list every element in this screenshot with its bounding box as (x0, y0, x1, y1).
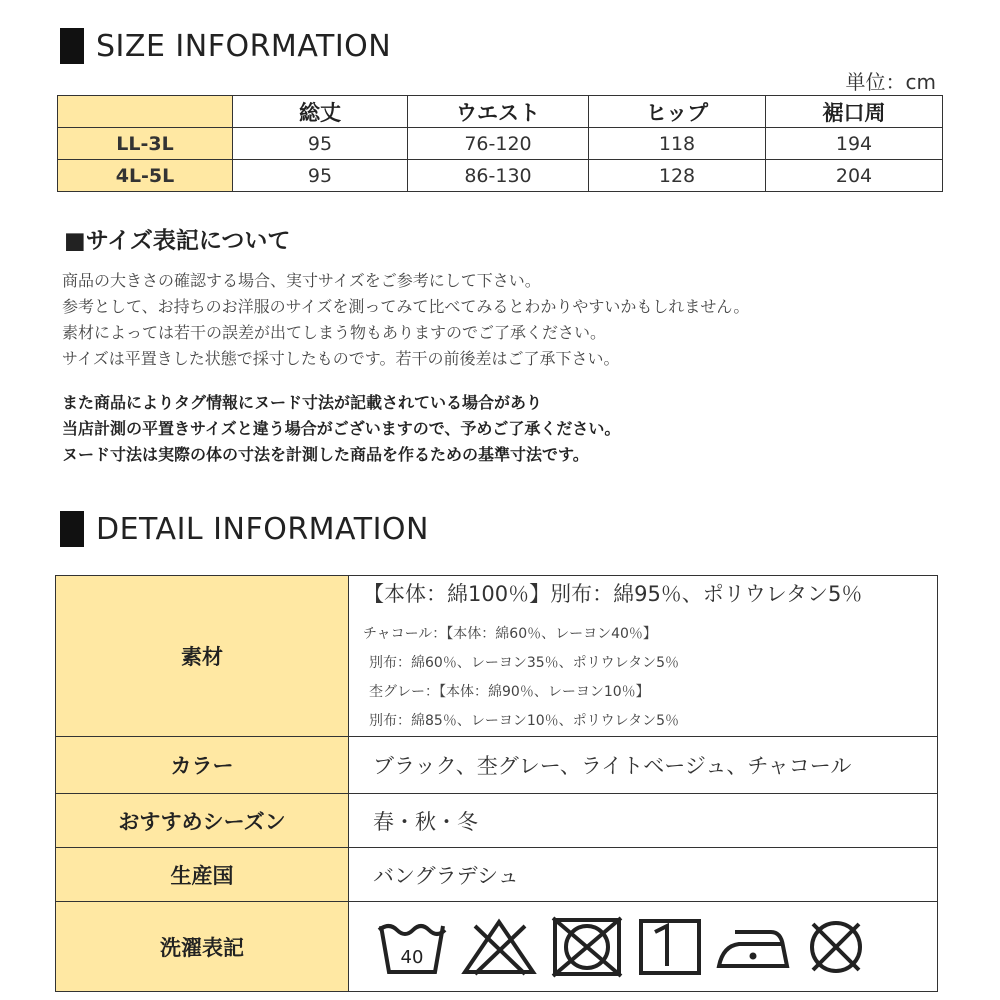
wash-temp-text: 40 (400, 946, 424, 968)
iron-low-icon (715, 916, 791, 978)
origin-label: 生産国 (56, 848, 349, 902)
note-line: 参考として、お持ちのお洋服のサイズを測ってみて比べてみるとわかりやすいかもしれません。 (62, 297, 750, 316)
title-bar-marker (60, 511, 84, 547)
origin-row (56, 848, 938, 902)
care-row (56, 902, 938, 992)
note-line: 素材によっては若干の誤差が出てしまう物もありますのでご了承ください。 (62, 323, 607, 342)
note-line: 商品の大きさの確認する場合、実寸サイズをご参考にして下さい。 (62, 271, 541, 290)
size-row (58, 128, 943, 160)
detail-section-title (60, 509, 429, 549)
size-title-text: SIZE INFORMATION (96, 28, 392, 64)
material-sub-line: 別布：綿85％、レーヨン10％、ポリウレタン5％ (369, 713, 679, 729)
material-value (349, 576, 938, 737)
care-icons (373, 914, 937, 980)
origin-value: バングラデシュ (349, 848, 938, 902)
size-header-waist: ウエスト (408, 96, 589, 128)
no-dry-clean-icon (803, 916, 869, 978)
size-section-title (60, 26, 391, 66)
note-line: サイズは平置きした状態で採寸したものです。若干の前後差はご了承下さい。 (62, 349, 620, 368)
line-dry-icon (637, 916, 703, 978)
size-header-hip: ヒップ (589, 96, 766, 128)
care-value (349, 902, 938, 992)
size-header-length: 総丈 (233, 96, 408, 128)
no-tumble-dry-icon (549, 914, 625, 980)
size-cell: 95 (233, 160, 408, 192)
color-label: カラー (56, 737, 349, 794)
material-label: 素材 (56, 576, 349, 737)
bold-note-line: また商品によりタグ情報にヌード寸法が記載されている場合があり (62, 393, 543, 412)
no-bleach-icon (461, 916, 537, 978)
size-cell: 118 (589, 128, 766, 160)
title-bar-marker (60, 28, 84, 64)
size-cell: 204 (766, 160, 943, 192)
material-main: 【本体：綿100％】別布：綿95％、ポリウレタン5％ (363, 582, 863, 606)
size-note-lines (62, 268, 749, 372)
size-header-corner (58, 96, 233, 128)
size-table (57, 95, 943, 192)
season-value: 春・秋・冬 (349, 794, 938, 848)
size-row-label: 4L-5L (58, 160, 233, 192)
size-cell: 194 (766, 128, 943, 160)
size-note-title: ■サイズ表記について (64, 228, 291, 254)
bold-note-line: ヌード寸法は実際の体の寸法を計測した商品を作るための基準寸法です。 (62, 445, 589, 464)
size-cell: 128 (589, 160, 766, 192)
season-label: おすすめシーズン (56, 794, 349, 848)
detail-table (55, 575, 938, 992)
size-header-hem: 裾口周 (766, 96, 943, 128)
material-row (56, 576, 938, 737)
wash-40-icon (375, 916, 449, 978)
size-row-label: LL-3L (58, 128, 233, 160)
detail-title-text: DETAIL INFORMATION (96, 511, 429, 547)
color-row (56, 737, 938, 794)
size-cell: 95 (233, 128, 408, 160)
bold-note-line: 当店計測の平置きサイズと違う場合がございますので、予めご了承ください。 (62, 419, 621, 438)
size-cell: 76-120 (408, 128, 589, 160)
size-header-row (58, 96, 943, 128)
material-sub-line: 別布：綿60％、レーヨン35％、ポリウレタン5％ (369, 655, 679, 671)
unit-label: 単位：cm (845, 70, 936, 94)
material-sub-line: チャコール：【本体：綿60％、レーヨン40％】 (363, 626, 657, 642)
nude-size-notes (62, 390, 620, 468)
season-row (56, 794, 938, 848)
size-cell: 86-130 (408, 160, 589, 192)
size-row (58, 160, 943, 192)
material-sub-line: 杢グレー：【本体：綿90％、レーヨン10％】 (369, 684, 650, 700)
care-label: 洗濯表記 (56, 902, 349, 992)
color-value: ブラック、杢グレー、ライトベージュ、チャコール (349, 737, 938, 794)
